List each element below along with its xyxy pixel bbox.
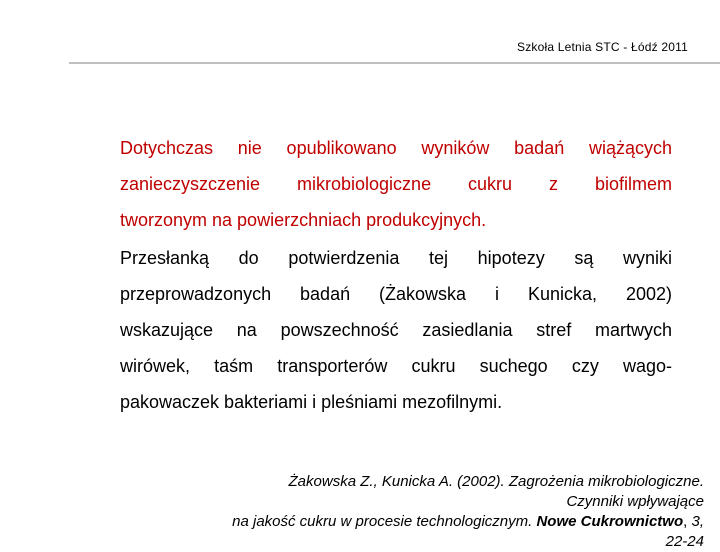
- paragraph-line: Przesłanką do potwierdzenia tej hipotezy są wyniki: [120, 248, 672, 268]
- paragraph-line: wskazujące na powszechność zasiedlania stref martwych: [120, 320, 672, 340]
- paragraph-line: Dotychczas nie opublikowano wyników badań wiążących: [120, 138, 672, 158]
- header-title: Szkoła Letnia STC - Łódź 2011: [516, 40, 688, 54]
- paragraph-line: wirówek, taśm transporterów cukru suchego czy wago-: [120, 356, 672, 376]
- citation-line: [184, 472, 704, 492]
- citation-authors: Żakowska Z., Kunicka A. (2002).: [288, 473, 505, 490]
- citation: [184, 472, 704, 552]
- citation-line: [184, 492, 704, 512]
- citation-title-part3: na jakość cukru w procesie technologicznym.: [232, 513, 533, 530]
- paragraph-line: pakowaczek bakteriami i pleśniami mezofilnymi.: [120, 392, 503, 412]
- citation-journal: Nowe Cukrownictwo: [536, 513, 684, 530]
- body-paragraph: [120, 248, 672, 412]
- citation-line: na jakość cukru w procesie technologicznym. Nowe Cukrownictwo, 3,: [232, 513, 704, 530]
- paragraph-line: tworzonym na powierzchniach produkcyjnych.: [120, 210, 487, 230]
- paragraph-line: zanieczyszczenie mikrobiologiczne cukru z biofilmem: [120, 174, 672, 194]
- citation-line: [184, 532, 704, 552]
- paragraph-line: przeprowadzonych badań (Żakowska i Kunicka, 2002): [120, 284, 672, 304]
- citation-title-part2: Czynniki wpływające: [566, 493, 704, 510]
- highlighted-paragraph: [120, 138, 672, 230]
- citation-pages: 22-24: [665, 533, 704, 550]
- citation-volume: 3,: [691, 513, 704, 530]
- citation-title-part1: Zagrożenia mikrobiologiczne.: [508, 473, 704, 490]
- header-divider: [69, 62, 720, 64]
